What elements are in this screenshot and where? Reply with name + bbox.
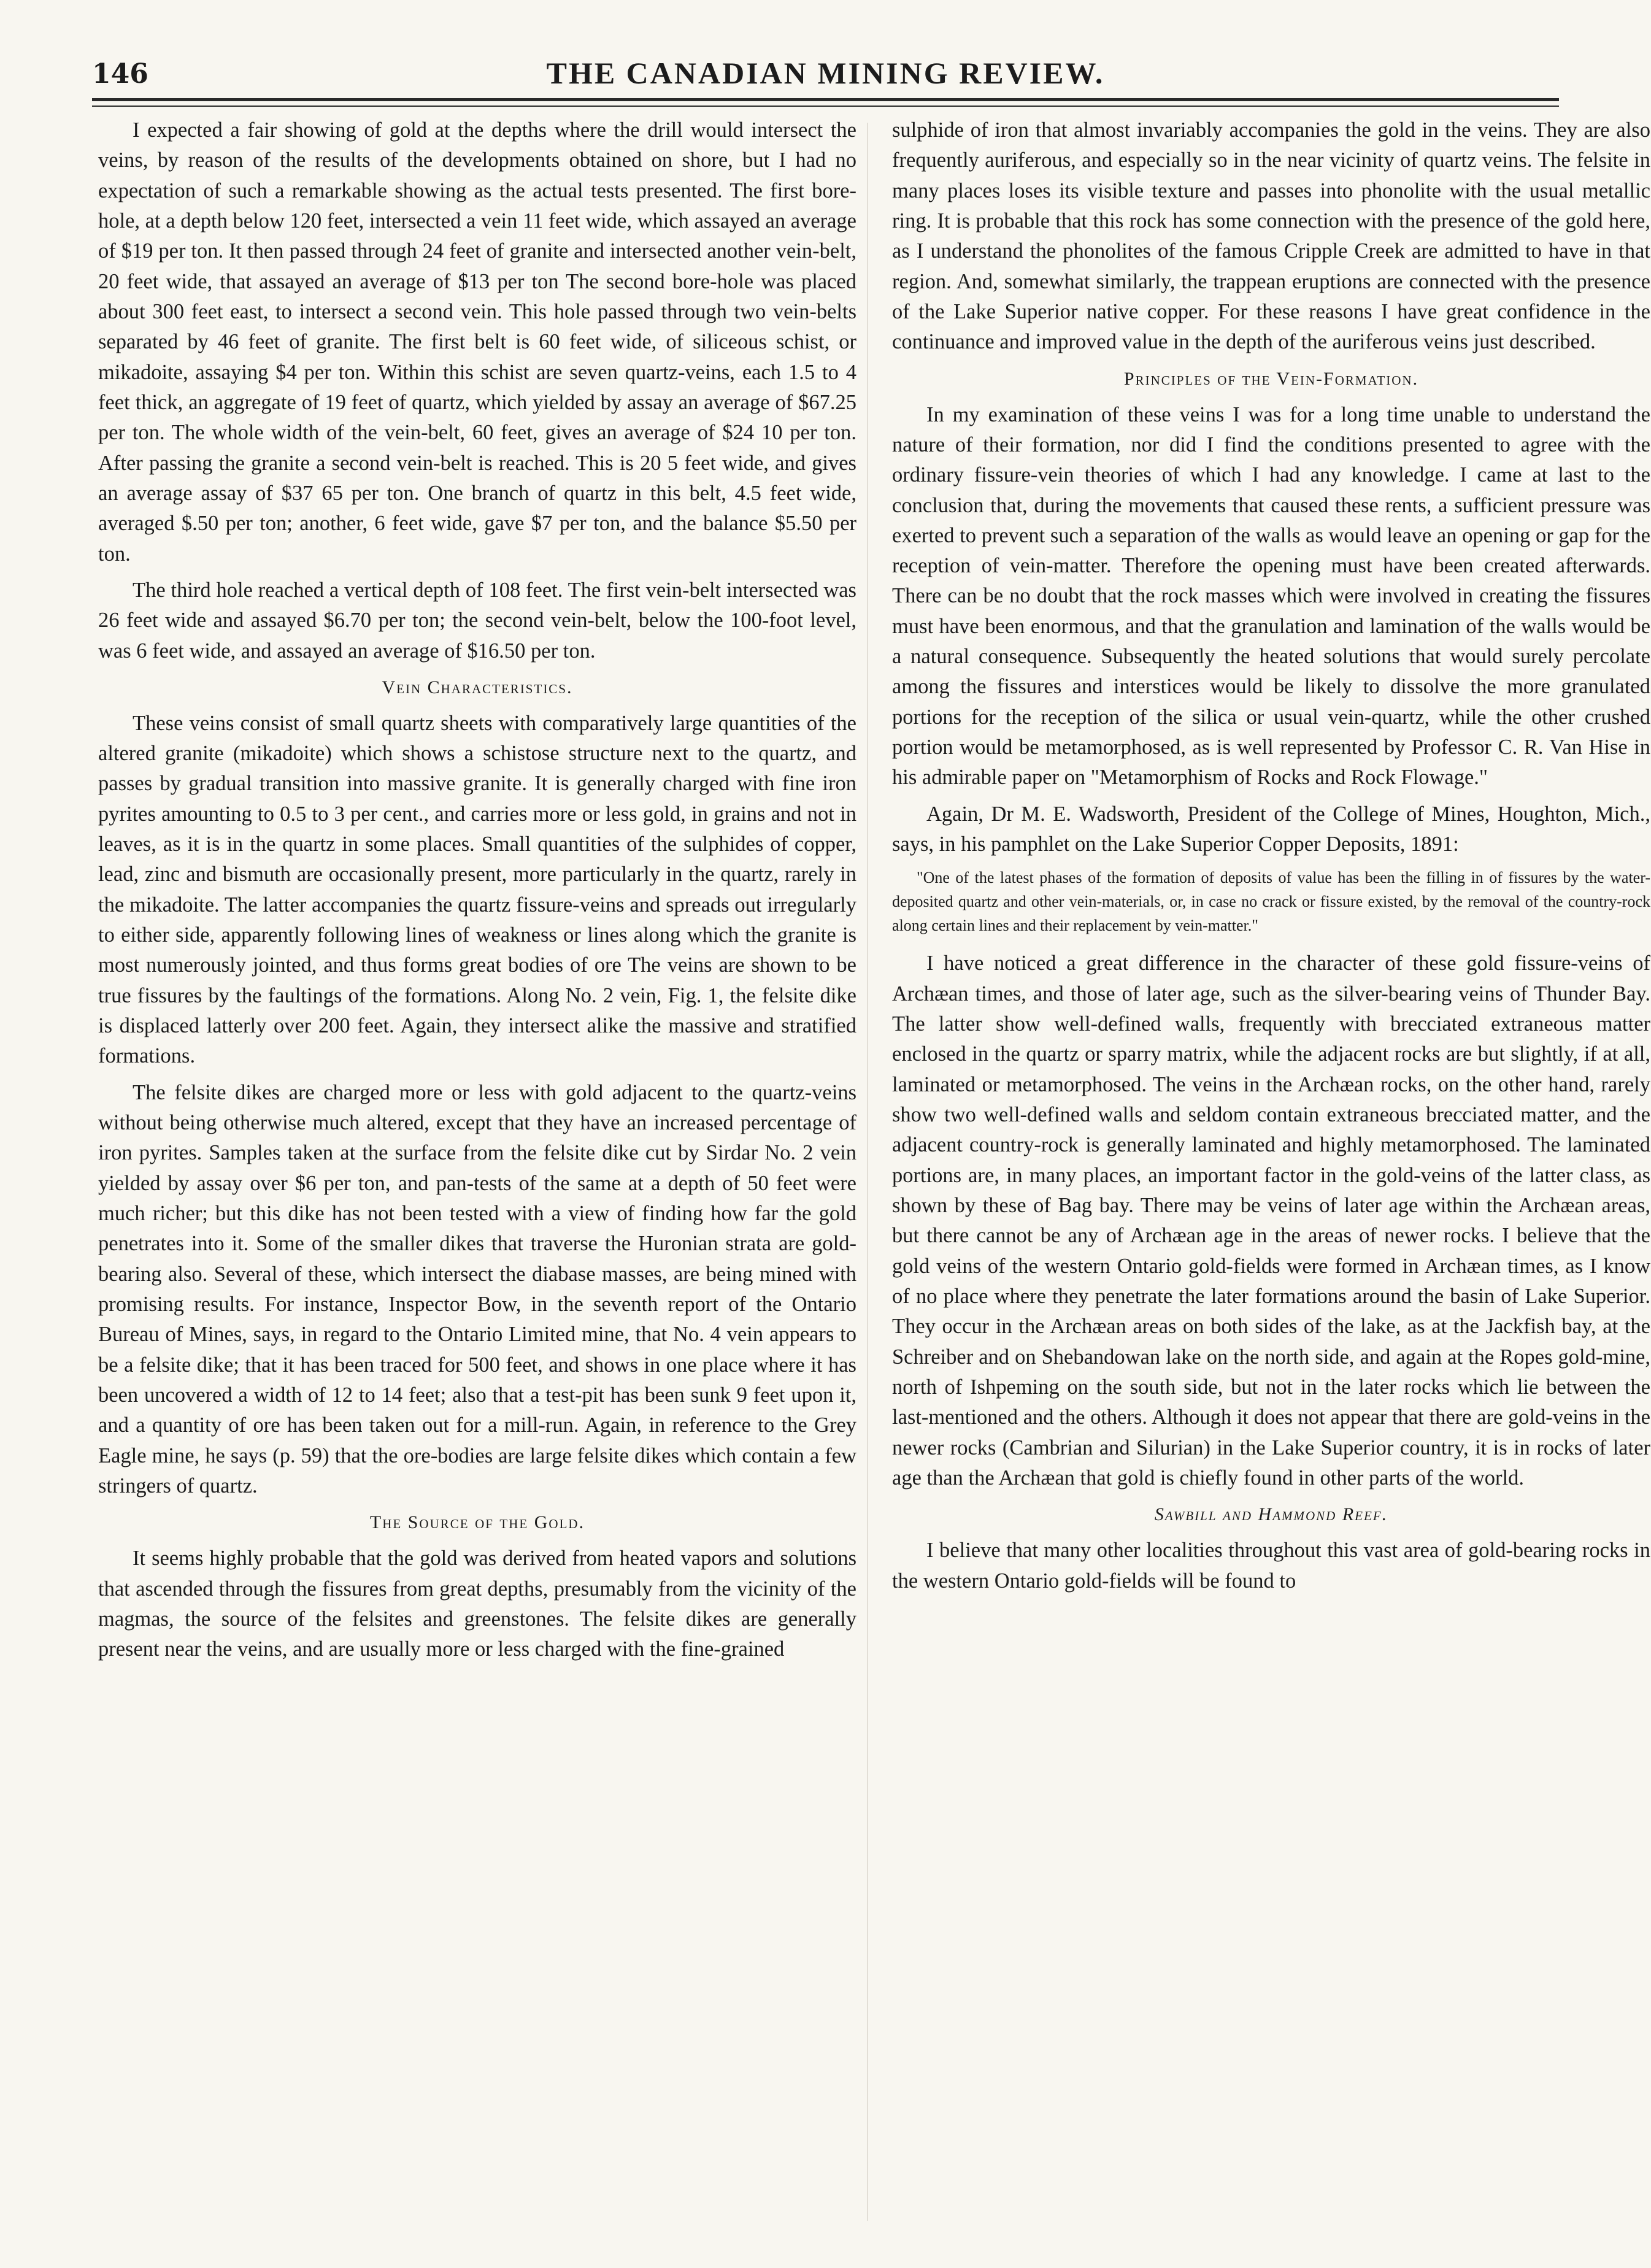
paragraph: I have noticed a great difference in the character of these gold fissure-veins of Archæan times, and those of later age, such as the silver-bearing veins of Thunder Bay. The latter show well-defined walls, frequently with brecciated extraneous matter enclosed in the quartz or sparry matrix, while the adjacent rocks are but slightly, if at all, laminated or metamorphosed. The veins in the Archæan rocks, on the other hand, rarely show two well-defined walls and seldom contain extraneous brecciated matter, and the adjacent country-rock is generally laminated and highly metamorphosed. The laminated portions are, in many places, an important factor in the gold-veins of the latter class, as shown by these of Bag bay. There may be veins of later age within the Archæan areas, but there cannot be any of Archæan age in the areas of newer rocks. I believe that the gold veins of the western Ontario gold-fields were formed in Archæan times, as I know of no place where they penetrate the later formations around the basin of Lake Superior. They occur in the Archæan areas on both sides of the lake, as at the Jackfish bay, at the Schreiber and on Shebandowan lake on the north side, and again at the Ropes gold-mine, north of Ishpeming on the south side, but not in the later rocks which lie between the last-mentioned and the others. Although it does not appear that there are gold-veins in the newer rocks (Cambrian and Silurian) in the Lake Superior country, it is in rocks of later age than the Archæan that gold is chiefly found in other parts of the world. xyxy=(892,951,1650,1490)
paragraph: It seems highly probable that the gold was derived from heated vapors and solutions that ascended through the fissures from great depths, presumably from the vicinity of the magmas, the source of the felsites and greenstones. The felsite dikes are generally present near the veins, and are usually more or less charged with the fine-grained xyxy=(98,1547,856,1661)
section-heading: Principles of the Vein-Formation. xyxy=(1123,368,1419,389)
block-quote: "One of the latest phases of the formation of deposits of value has been the filling in of fissures by the water-deposited quartz and other vein-materials, or, in case no crack or fissure existed, by the removal of the country-rock along certain lines and their replacement by vein-matter." xyxy=(892,869,1650,935)
header-rule-thin xyxy=(92,106,1559,107)
page-number: 146 xyxy=(92,58,148,90)
header-rule-thick xyxy=(92,98,1559,101)
paragraph: The felsite dikes are charged more or less with gold adjacent to the quartz-veins without being otherwise much altered, except that they have an increased percentage of iron pyrites. Samples taken at the surface from the felsite dike cut by Sirdar No. 2 vein yielded by assay over $6 per ton, and pan-tests of the same at a depth of 50 feet were much richer; but this dike has not been tested with a view of finding how far the gold penetrates into it. Some of the smaller dikes that traverse the Huronian strata are gold-bearing also. Several of these, which intersect the diabase masses, are being mined with promising results. For instance, Inspector Bow, in the seventh report of the Ontario Bureau of Mines, says, in regard to the Ontario Limited mine, that No. 4 vein appears to be a felsite dike; that it has been traced for 500 feet, and shows in one place where it has been uncovered a width of 12 to 14 feet; also that a test-pit has been sunk 9 feet upon it, and a quantity of ore has been taken out for a mill-run. Again, in reference to the Grey Eagle mine, he says (p. 59) that the ore-bodies are large felsite dikes which contain a few stringers of quartz. xyxy=(98,1080,856,1497)
running-title: THE CANADIAN MINING REVIEW. xyxy=(546,56,1105,90)
column-divider xyxy=(867,123,868,2221)
paragraph: sulphide of iron that almost invariably accompanies the gold in the veins. They are also frequently auriferous, and especially so in the near vicinity of quartz veins. The felsite in many places loses its visible texture and passes into phonolite with the usual metallic ring. It is probable that this rock has some connection with the presence of the gold here, as I understand the phonolites of the famous Cripple Creek are admitted to have in that region. And, somewhat similarly, the trappean eruptions are connected with the presence of the Lake Superior native copper. For these reasons I have great confidence in the continuance and improved value in the depth of the auriferous veins just described. xyxy=(892,118,1650,354)
left-column xyxy=(98,115,856,1671)
page-header xyxy=(92,44,1559,93)
paragraph: The third hole reached a vertical depth of 108 feet. The first vein-belt intersected was 26 feet wide and assayed $6.70 per ton; the second vein-belt, below the 100-foot level, was 6 feet wide, and assayed an average of $16.50 per ton. xyxy=(98,578,856,663)
section-heading: The Source of the Gold. xyxy=(369,1512,585,1533)
right-column xyxy=(892,115,1650,1602)
paragraph: Again, Dr M. E. Wadsworth, President of the College of Mines, Houghton, Mich., says, in his pamphlet on the Lake Superior Copper Deposits, 1891: xyxy=(892,802,1650,856)
section-heading: Sawbill and Hammond Reef. xyxy=(1154,1504,1388,1525)
paragraph: In my examination of these veins I was for a long time unable to understand the nature of their formation, nor did I find the conditions presented to agree with the ordinary fissure-vein theories of which I had any knowledge. I came at last to the conclusion that, during the movements that caused these rents, a sufficient pressure was exerted to prevent such a separation of the walls as would leave an opening or gap for the reception of vein-matter. Therefore the opening must have been created afterwards. There can be no doubt that the rock masses which were involved in creating the fissures must have been enormous, and that the granulation and lamination of the walls would be a natural consequence. Subsequently the heated solutions that would surely percolate among the fissures and interstices would be likely to dissolve the more granulated portions for the reception of the silica or usual vein-quartz, while the other crushed portion would be metamorphosed, as is well represented by Professor C. R. Van Hise in his admirable paper on "Metamorphism of Rocks and Rock Flowage." xyxy=(892,402,1650,790)
section-heading: Vein Characteristics. xyxy=(382,677,573,698)
paragraph: I expected a fair showing of gold at the depths where the drill would intersect the veins, by reason of the results of the developments obtained on shore, but I had no expectation of such a remarkable showing as the actual tests presented. The first bore-hole, at a depth below 120 feet, intersected a vein 11 feet wide, which assayed an average of $19 per ton. It then passed through 24 feet of granite and intersected another vein-belt, 20 feet wide, that assayed an average of $13 per ton The second bore-hole was placed about 300 feet east, to intersect a second vein. This hole passed through two vein-belts separated by 46 feet of granite. The first belt is 60 feet wide, of siliceous schist, or mikadoite, assaying $4 per ton. Within this schist are seven quartz-veins, each 1.5 to 4 feet thick, an aggregate of 19 feet of quartz, which yielded by assay an average of $67.25 per ton. The whole width of the vein-belt, 60 feet, gives an average of $24 10 per ton. After passing the granite a second vein-belt is reached. This is 20 5 feet wide, and gives an average assay of $37 65 per ton. One branch of quartz in this belt, 4.5 feet wide, averaged $.50 per ton; another, 6 feet wide, gave $7 per ton, and the balance $5.50 per ton. xyxy=(98,118,856,566)
paragraph: These veins consist of small quartz sheets with comparatively large quantities of the altered granite (mikadoite) which shows a schistose structure next to the quartz, and passes by gradual transition into massive granite. It is generally charged with fine iron pyrites amounting to 0.5 to 3 per cent., and carries more or less gold, in grains and not in leaves, as it is in the quartz in some places. Small quantities of the sulphides of copper, lead, zinc and bismuth are occasionally present, more particularly in the quartz, rarely in the mikadoite. The latter accompanies the quartz fissure-veins and spreads out irregularly to either side, apparently following lines of weakness or lines along which the granite is most numerously jointed, and thus forms great bodies of ore The veins are shown to be true fissures by the faultings of the formations. Along No. 2 vein, Fig. 1, the felsite dike is displaced latterly over 200 feet. Again, they intersect alike the massive and stratified formations. xyxy=(98,711,856,1068)
paragraph: I believe that many other localities throughout this vast area of gold-bearing rocks in the western Ontario gold-fields will be found to xyxy=(892,1539,1650,1593)
